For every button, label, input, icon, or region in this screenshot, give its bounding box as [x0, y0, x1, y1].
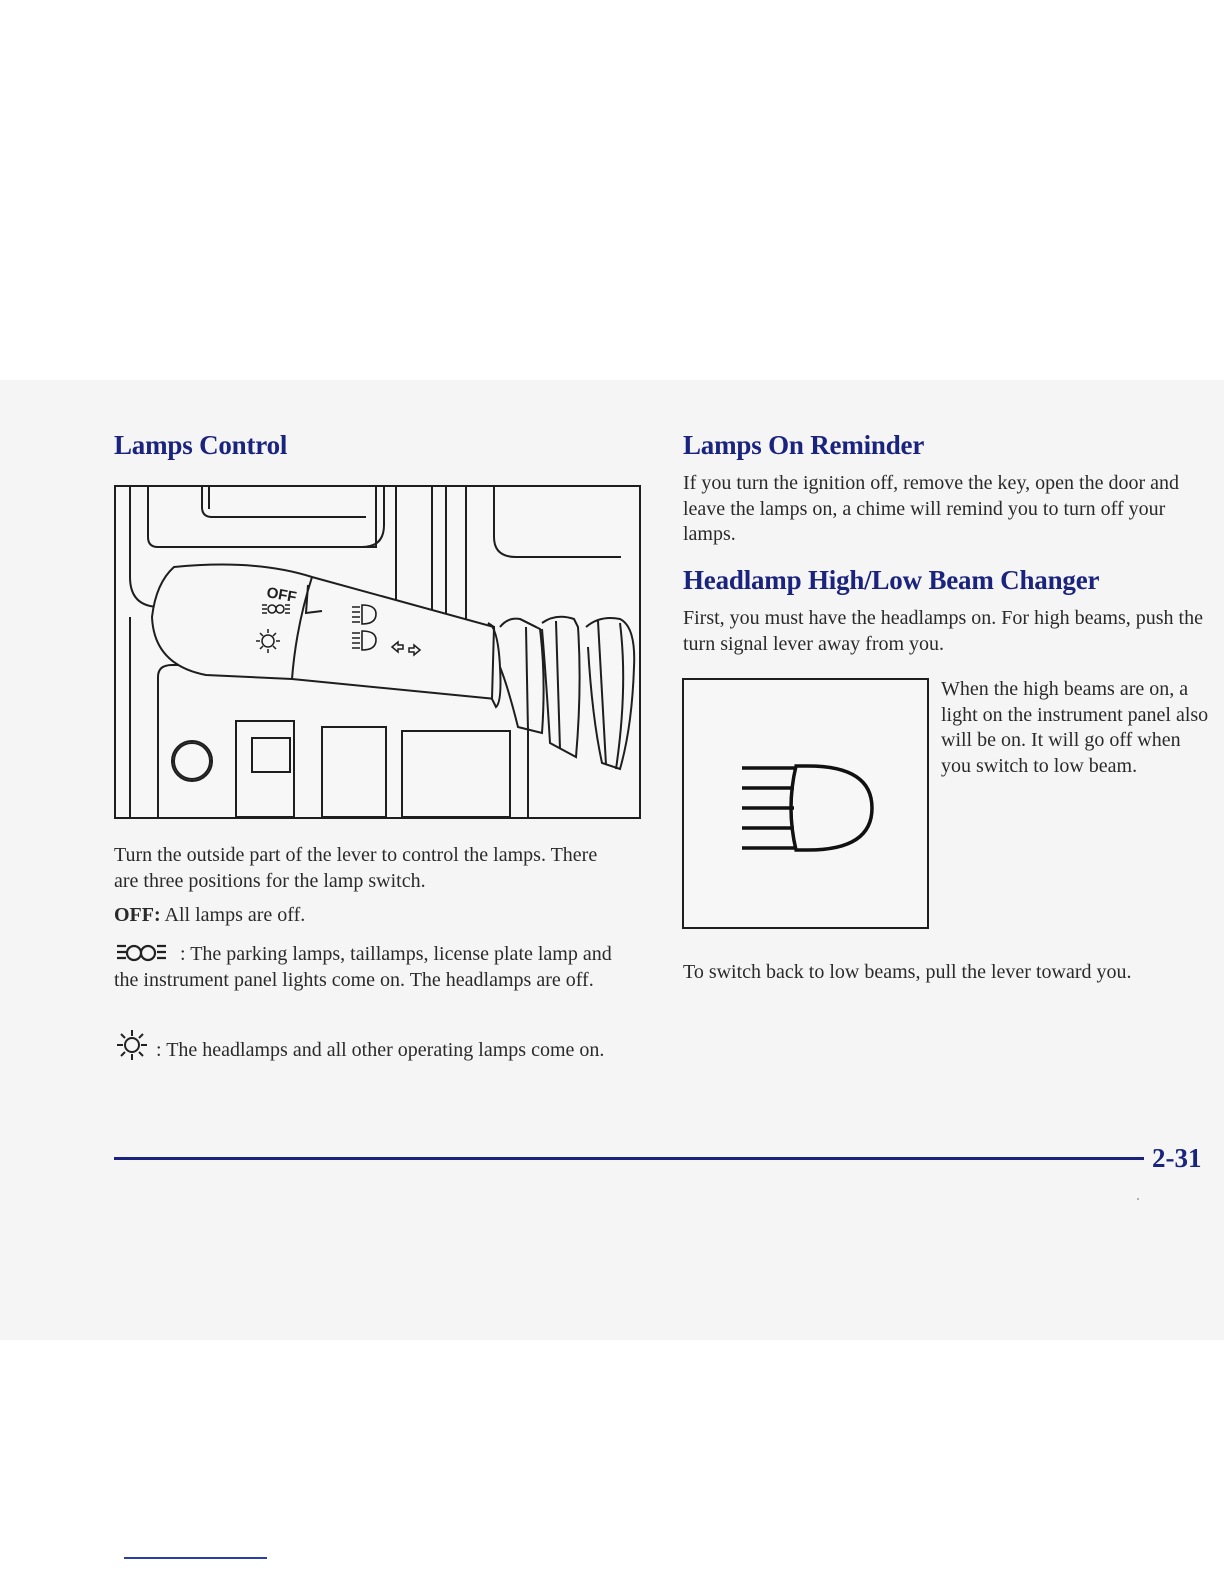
lever-diagram-icon: [116, 487, 639, 817]
off-description: All lamps are off.: [160, 904, 306, 926]
headlamp-description: : The headlamps and all other operating lamps come on.: [156, 1039, 605, 1061]
lever-diagram: [114, 485, 641, 819]
parking-description: : The parking lamps, taillamps, license plate lamp and the instrument panel lights come on. The headlamps are off.: [114, 943, 612, 991]
headlamps-icon: [114, 1028, 152, 1062]
high-beam-indicator-text: When the high beams are on, a light on the instrument panel also will be on. It will go off when you switch to low beam.: [941, 678, 1209, 777]
figure-off-label: OFF: [265, 584, 298, 607]
page-number: 2-31: [1152, 1143, 1202, 1173]
high-beam-icon: [684, 680, 927, 927]
footer-rule: [114, 1157, 1144, 1160]
parking-lamps-icon: [114, 940, 176, 966]
off-label: OFF:: [114, 904, 161, 926]
lamps-intro-text: Turn the outside part of the lever to control the lamps. There are three positions for the lamp switch.: [114, 844, 598, 892]
lamps-on-reminder-heading: Lamps On Reminder: [683, 430, 925, 460]
lamps-on-reminder-text: If you turn the ignition off, remove the key, open the door and leave the lamps on, a chime will remind you to turn off your lamps.: [683, 472, 1179, 545]
parking-position-text: [114, 940, 626, 993]
scan-speck: [1137, 1198, 1139, 1200]
lamps-control-heading: Lamps Control: [114, 430, 288, 460]
beam-changer-text: First, you must have the headlamps on. For high beams, push the turn signal lever away from you.: [683, 607, 1203, 655]
footer-link-underline[interactable]: [124, 1557, 267, 1559]
off-position-text: [114, 903, 626, 929]
headlamp-position-text: [114, 1028, 626, 1064]
low-beam-text: To switch back to low beams, pull the lever toward you.: [683, 961, 1132, 983]
high-beam-indicator-figure: [682, 678, 929, 929]
beam-changer-heading: Headlamp High/Low Beam Changer: [683, 565, 1100, 595]
